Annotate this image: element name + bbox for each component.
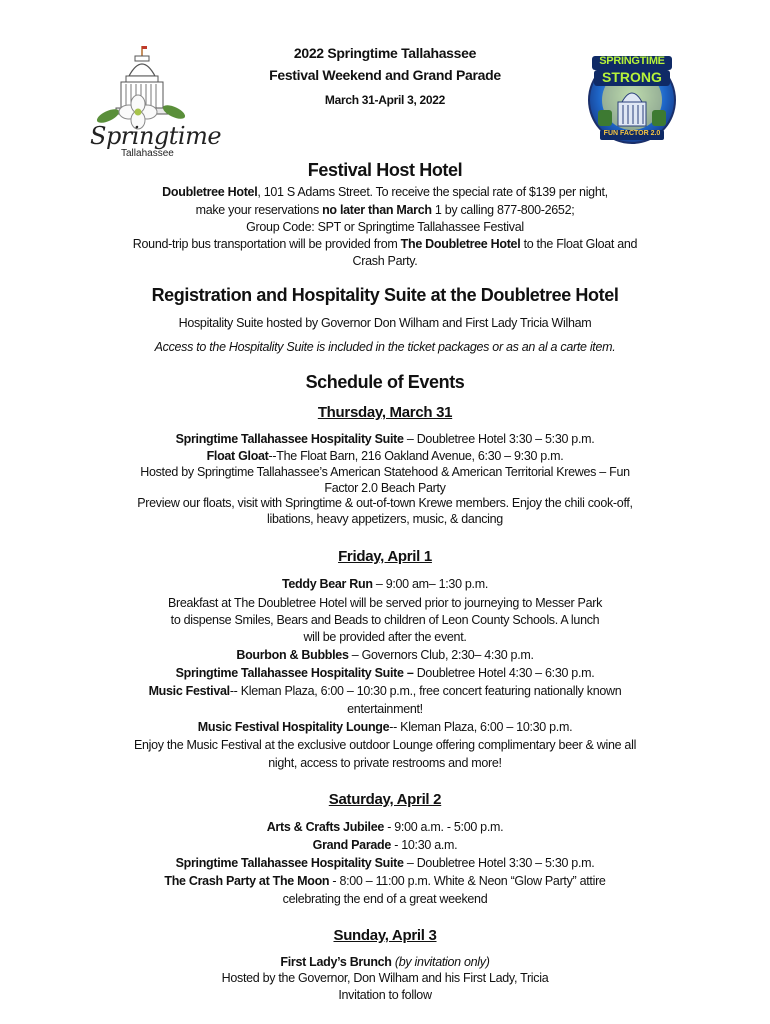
friday-line-2: Breakfast at The Doubletree Hotel will be served prior to journeying to Messer Park (167, 596, 603, 610)
saturday-line-1 (0, 818, 770, 836)
friday-line-7 (0, 682, 770, 700)
friday-line-8: entertainment! (347, 702, 423, 716)
sunday-line-3: Invitation to follow (338, 988, 432, 1002)
event-detail: -- Kleman Plaza, 6:00 – 10:30 p.m. (389, 720, 573, 734)
hotel-line-5: Crash Party. (352, 254, 418, 268)
registration-line-1: Hospitality Suite hosted by Governor Don Wilham and First Lady Tricia Wilham (178, 316, 592, 330)
friday-heading: Friday, April 1 (338, 548, 432, 565)
thursday-line-5: Preview our floats, visit with Springtime & out-of-town Krewe members. Enjoy the chili cook-off, (137, 496, 633, 510)
event-title: The Crash Party at The Moon (164, 874, 330, 888)
registration-heading: Registration and Hospitality Suite at the Doubletree Hotel (151, 285, 619, 305)
title-line-2: Festival Weekend and Grand Parade (269, 67, 501, 83)
hotel-reserve-text: make your reservations (195, 203, 323, 217)
event-title: Teddy Bear Run (281, 577, 373, 591)
thursday-heading: Thursday, March 31 (317, 404, 453, 421)
friday-line-4: will be provided after the event. (303, 630, 467, 644)
title-line-1: 2022 Springtime Tallahassee (293, 45, 477, 61)
thursday-line-4: Factor 2.0 Beach Party (324, 481, 446, 495)
saturday-line-4 (0, 872, 770, 890)
event-detail: – Doubletree Hotel 3:30 – 5:30 p.m. (403, 856, 595, 870)
event-dates: March 31-April 3, 2022 (324, 93, 446, 107)
event-title: Springtime Tallahassee Hospitality Suite (175, 432, 404, 446)
hotel-heading: Festival Host Hotel (307, 160, 463, 180)
logo-right-footer: FUN FACTOR 2.0 (603, 130, 661, 137)
hotel-bus-text: Round-trip bus transportation will be provided from (132, 237, 401, 251)
thursday-line-6: libations, heavy appetizers, music, & dancing (267, 512, 503, 526)
event-detail: - 8:00 – 11:00 p.m. White & Neon “Glow Party” attire (329, 874, 606, 888)
hotel-address: , 101 S Adams Street. To receive the special rate of $139 per night, (257, 185, 608, 199)
hotel-bus-hotel: The Doubletree Hotel (400, 237, 521, 251)
event-title: Grand Parade (312, 838, 392, 852)
event-detail: – 9:00 am– 1:30 p.m. (372, 577, 489, 591)
hotel-line-2 (0, 201, 770, 219)
hotel-deadline: no later than March (322, 203, 432, 217)
logo-script-text: Springtime (90, 122, 222, 150)
hotel-name: Doubletree Hotel (162, 185, 258, 199)
event-detail: – Doubletree Hotel 3:30 – 5:30 p.m. (403, 432, 595, 446)
saturday-line-3 (0, 854, 770, 872)
friday-line-1 (0, 575, 770, 593)
schedule-heading: Schedule of Events (305, 372, 465, 392)
springtime-strong-logo (588, 50, 676, 146)
friday-line-6 (0, 664, 770, 682)
logo-sub-text: Tallahassee (121, 148, 174, 159)
event-title: Music Festival (148, 684, 230, 698)
event-detail: --The Float Barn, 216 Oakland Avenue, 6:30 – 9:30 p.m. (268, 449, 564, 463)
event-detail: Doubletree Hotel 4:30 – 6:30 p.m. (413, 666, 595, 680)
event-detail: - 9:00 a.m. - 5:00 p.m. (384, 820, 504, 834)
event-title: Bourbon & Bubbles (236, 648, 349, 662)
saturday-heading: Saturday, April 2 (328, 791, 442, 808)
thursday-line-3: Hosted by Springtime Tallahassee’s American Statehood & American Territorial Krewes – Fun (140, 465, 630, 479)
event-detail: -- Kleman Plaza, 6:00 – 10:30 p.m., free concert featuring nationally known (229, 684, 622, 698)
hotel-phone-text: 1 by calling 877-800-2652; (431, 203, 575, 217)
sunday-heading: Sunday, April 3 (333, 927, 437, 944)
hotel-bus-dest: to the Float Gloat and (520, 237, 638, 251)
friday-line-11: night, access to private restrooms and more! (268, 756, 502, 770)
event-detail: – Governors Club, 2:30– 4:30 p.m. (348, 648, 534, 662)
event-title: Music Festival Hospitality Lounge (197, 720, 390, 734)
hotel-line-3: Group Code: SPT or Springtime Tallahassee Festival (246, 220, 524, 234)
event-title: First Lady’s Brunch (280, 955, 392, 969)
logo-right-line1: SPRINGTIME (599, 55, 665, 67)
logo-right-line2: STRONG (602, 69, 662, 85)
registration-line-2: Access to the Hospitality Suite is included in the ticket packages or as an al a carte item. (154, 340, 616, 354)
event-title: Float Gloat (206, 449, 269, 463)
thursday-line-1 (0, 430, 770, 448)
friday-line-5 (0, 646, 770, 664)
event-title: Springtime Tallahassee Hospitality Suite (175, 856, 404, 870)
friday-line-3: to dispense Smiles, Bears and Beads to children of Leon County Schools. A lunch (170, 613, 600, 627)
saturday-line-5: celebrating the end of a great weekend (282, 892, 488, 906)
event-detail: - 10:30 a.m. (391, 838, 458, 852)
friday-line-9 (0, 718, 770, 736)
event-note: (by invitation only) (391, 955, 490, 969)
event-title: Springtime Tallahassee Hospitality Suite – (175, 666, 414, 680)
friday-line-10: Enjoy the Music Festival at the exclusive outdoor Lounge offering complimentary beer & wine all (133, 738, 637, 752)
saturday-line-2 (0, 836, 770, 854)
hotel-line-1 (0, 183, 770, 201)
event-title: Arts & Crafts Jubilee (266, 820, 385, 834)
sunday-line-2: Hosted by the Governor, Don Wilham and his First Lady, Tricia (221, 971, 549, 985)
hotel-line-4 (0, 235, 770, 253)
